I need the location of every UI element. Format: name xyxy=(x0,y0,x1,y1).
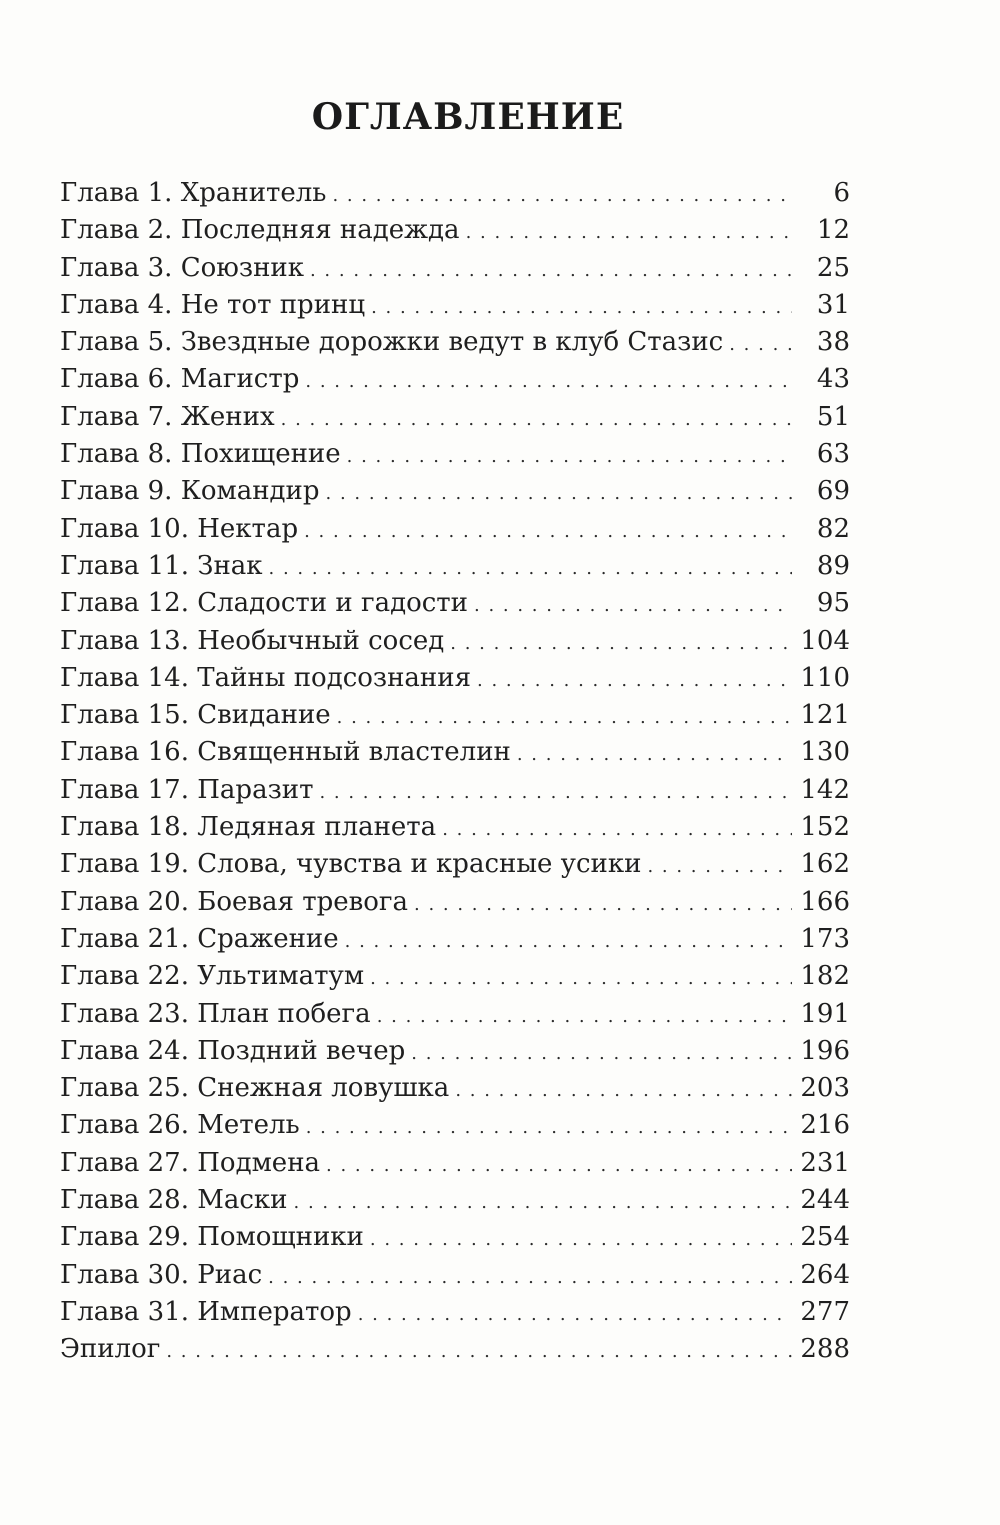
toc-entry xyxy=(60,999,850,1036)
toc-entry-title: Глава 16. Священный властелин xyxy=(60,737,511,768)
toc-entry-page-number: 121 xyxy=(800,700,850,731)
dot-leader xyxy=(477,670,792,691)
toc-entry-page-number: 12 xyxy=(816,215,850,246)
dot-leader xyxy=(166,1341,792,1362)
toc-entry-page-number: 288 xyxy=(800,1334,850,1365)
toc-entry-title: Глава 8. Похищение xyxy=(60,439,341,470)
toc-entry xyxy=(60,178,850,215)
dot-leader xyxy=(442,819,792,840)
toc-entry-title: Глава 13. Необычный сосед xyxy=(60,625,445,656)
toc-entry-page-number: 254 xyxy=(800,1222,850,1253)
toc-entry xyxy=(60,551,850,588)
dot-leader xyxy=(358,1304,792,1325)
toc-entry-page-number: 277 xyxy=(800,1296,850,1327)
toc-entry-title: Глава 21. Сражение xyxy=(60,923,339,954)
toc-entry-title: Глава 9. Командир xyxy=(60,476,320,507)
toc-entry-page-number: 152 xyxy=(800,812,850,843)
toc-entry-page-number: 89 xyxy=(816,550,850,581)
dot-leader xyxy=(729,334,792,355)
toc-entry xyxy=(60,1297,850,1334)
page-title: ОГЛАВЛЕНИЕ xyxy=(311,96,625,138)
toc-entry-title: Глава 19. Слова, чувства и красные усики xyxy=(60,849,642,880)
dot-leader xyxy=(370,968,792,989)
toc-entry-title: Глава 10. Нектар xyxy=(60,513,299,544)
toc-entry-title: Глава 2. Последняя надежда xyxy=(60,215,460,246)
toc-entry xyxy=(60,737,850,774)
dot-leader xyxy=(347,446,792,467)
toc-entry-page-number: 231 xyxy=(800,1147,850,1178)
dot-leader xyxy=(337,707,792,728)
toc-entry-page-number: 6 xyxy=(833,178,850,208)
toc-entry-title: Глава 26. Метель xyxy=(60,1110,300,1141)
toc-entry xyxy=(60,402,850,439)
toc-entry-title: Глава 17. Паразит xyxy=(60,774,314,805)
dot-leader xyxy=(455,1080,792,1101)
toc-entry xyxy=(60,663,850,700)
toc-entry-page-number: 63 xyxy=(816,439,850,470)
dot-leader xyxy=(345,931,792,952)
toc-entry-page-number: 173 xyxy=(800,923,850,954)
dot-leader xyxy=(411,1043,792,1064)
dot-leader xyxy=(304,521,792,542)
dot-leader xyxy=(377,1006,792,1027)
toc-entry xyxy=(60,887,850,924)
toc-entry-page-number: 38 xyxy=(816,327,850,358)
toc-entry-page-number: 264 xyxy=(800,1259,850,1290)
dot-leader xyxy=(474,595,792,616)
dot-leader xyxy=(310,260,792,281)
dot-leader xyxy=(371,297,792,318)
toc-entry xyxy=(60,700,850,737)
dot-leader xyxy=(370,1229,792,1250)
toc-entry-title: Глава 24. Поздний вечер xyxy=(60,1035,406,1066)
toc-entry-title: Глава 1. Хранитель xyxy=(60,178,327,208)
dot-leader xyxy=(268,1267,792,1288)
toc-entry-title: Глава 20. Боевая тревога xyxy=(60,886,409,917)
toc-entry-title: Глава 23. План побега xyxy=(60,998,371,1029)
toc-entry-title: Глава 4. Не тот принц xyxy=(60,289,366,320)
toc-entry xyxy=(60,1222,850,1259)
dot-leader xyxy=(269,558,792,579)
dot-leader xyxy=(319,782,792,803)
toc-entry-title: Глава 7. Жених xyxy=(60,401,275,432)
toc-entry-page-number: 216 xyxy=(800,1110,850,1141)
toc-entry-page-number: 130 xyxy=(800,737,850,768)
toc-entry-page-number: 142 xyxy=(800,774,850,805)
dot-leader xyxy=(517,744,792,765)
toc-entry xyxy=(60,588,850,625)
toc-entry-title: Эпилог xyxy=(60,1334,161,1365)
toc-entry xyxy=(60,961,850,998)
toc-entry xyxy=(60,215,850,252)
toc-entry xyxy=(60,1073,850,1110)
toc-entry xyxy=(60,476,850,513)
toc-entry xyxy=(60,812,850,849)
toc-entry-title: Глава 28. Маски xyxy=(60,1185,288,1216)
toc-entry xyxy=(60,290,850,327)
toc-entry xyxy=(60,514,850,551)
toc-entry-title: Глава 3. Союзник xyxy=(60,252,304,283)
toc-entry-title: Глава 22. Ультиматум xyxy=(60,961,365,992)
toc-entry xyxy=(60,1148,850,1185)
toc-entry xyxy=(60,1185,850,1222)
toc-entry-title: Глава 25. Снежная ловушка xyxy=(60,1073,450,1104)
toc-entry-title: Глава 11. Знак xyxy=(60,550,263,581)
toc-entry xyxy=(60,849,850,886)
toc-entry-page-number: 25 xyxy=(816,252,850,283)
toc-entry-page-number: 69 xyxy=(816,476,850,507)
toc-entry-title: Глава 14. Тайны подсознания xyxy=(60,662,471,693)
toc-entry-title: Глава 27. Подмена xyxy=(60,1147,321,1178)
dot-leader xyxy=(414,894,792,915)
toc-entry xyxy=(60,1036,850,1073)
toc-entry-title: Глава 18. Ледяная планета xyxy=(60,812,437,843)
dot-leader xyxy=(466,222,792,243)
dot-leader xyxy=(305,371,792,392)
dot-leader xyxy=(450,633,792,654)
toc-entry-page-number: 43 xyxy=(816,364,850,395)
toc-entry xyxy=(60,364,850,401)
toc-entry-title: Глава 12. Сладости и гадости xyxy=(60,588,469,619)
toc-entry-page-number: 104 xyxy=(800,625,850,656)
dot-leader xyxy=(326,1155,792,1176)
dot-leader xyxy=(326,483,792,504)
table-of-contents xyxy=(60,178,850,1372)
toc-entry xyxy=(60,439,850,476)
toc-entry-page-number: 110 xyxy=(800,662,850,693)
toc-entry xyxy=(60,1110,850,1147)
toc-entry-page-number: 82 xyxy=(816,513,850,544)
toc-entry-page-number: 244 xyxy=(800,1185,850,1216)
toc-entry xyxy=(60,1260,850,1297)
toc-entry-page-number: 51 xyxy=(816,401,850,432)
dot-leader xyxy=(332,185,792,206)
toc-entry-page-number: 31 xyxy=(816,289,850,320)
toc-entry-page-number: 166 xyxy=(800,886,850,917)
toc-entry xyxy=(60,1334,850,1371)
dot-leader xyxy=(647,856,792,877)
dot-leader xyxy=(306,1117,792,1138)
toc-entry xyxy=(60,924,850,961)
toc-entry-title: Глава 15. Свидание xyxy=(60,700,331,731)
toc-entry-title: Глава 6. Магистр xyxy=(60,364,300,395)
toc-entry xyxy=(60,327,850,364)
toc-entry-title: Глава 5. Звездные дорожки ведут в клуб Стазис xyxy=(60,327,724,358)
toc-entry-page-number: 196 xyxy=(800,1035,850,1066)
toc-entry xyxy=(60,626,850,663)
toc-entry-page-number: 162 xyxy=(800,849,850,880)
toc-entry-page-number: 203 xyxy=(800,1073,850,1104)
dot-leader xyxy=(294,1192,792,1213)
dot-leader xyxy=(281,409,792,430)
toc-entry-title: Глава 31. Император xyxy=(60,1296,352,1327)
toc-entry-title: Глава 29. Помощники xyxy=(60,1222,364,1253)
toc-entry-page-number: 95 xyxy=(816,588,850,619)
toc-entry xyxy=(60,775,850,812)
toc-entry-page-number: 182 xyxy=(800,961,850,992)
toc-entry-title: Глава 30. Риас xyxy=(60,1259,263,1290)
toc-entry-page-number: 191 xyxy=(800,998,850,1029)
toc-entry xyxy=(60,253,850,290)
